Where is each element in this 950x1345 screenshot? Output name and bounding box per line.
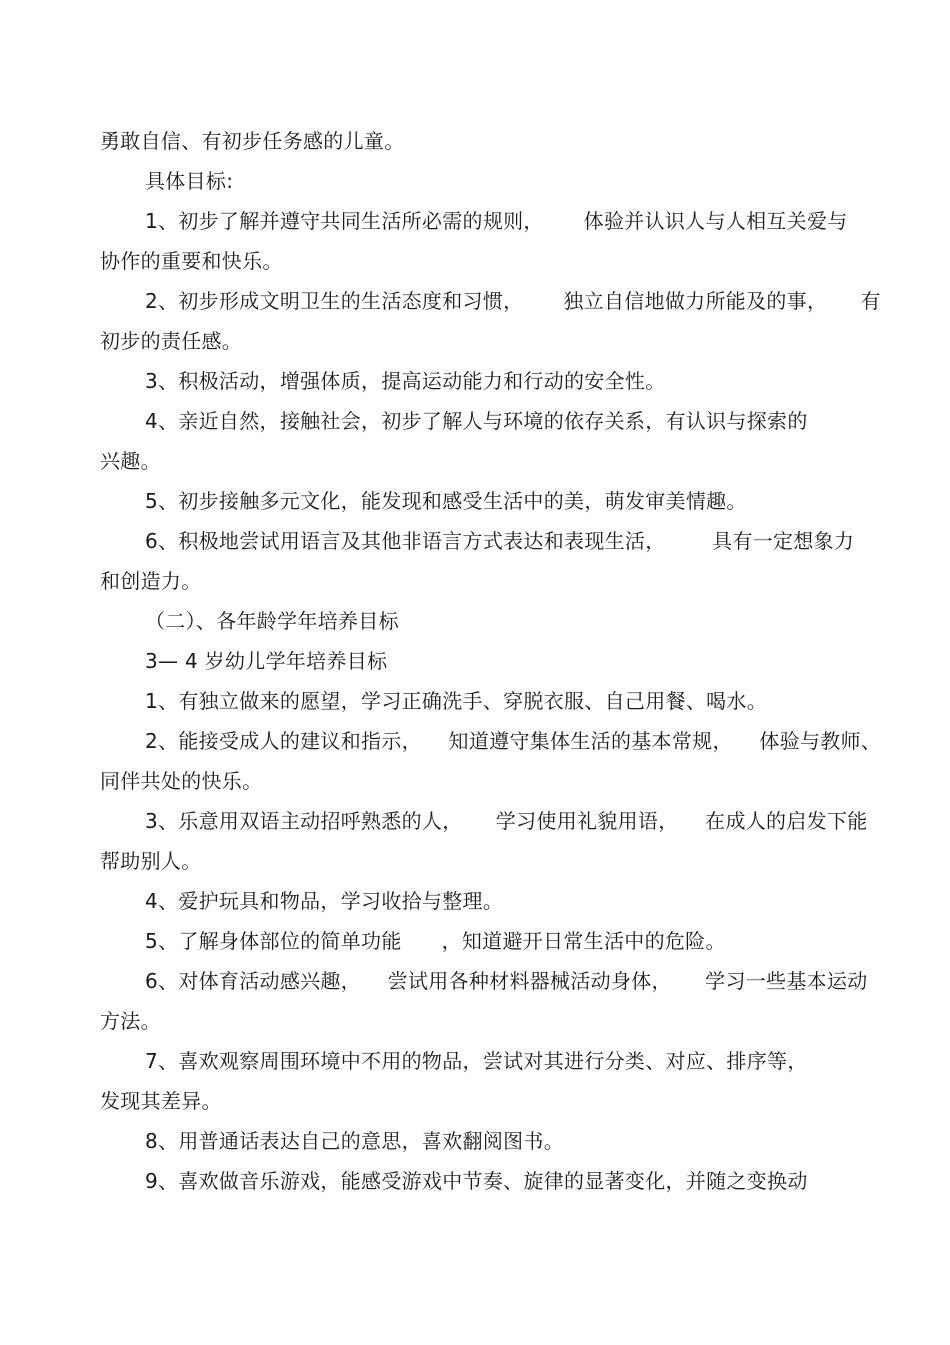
section-heading: （二）、各年龄学年培养目标 <box>145 609 399 633</box>
subsection-heading: 3— 4 岁幼儿学年培养目标 <box>145 649 388 673</box>
text-line: 协作的重要和快乐。 <box>100 249 283 273</box>
text-line: 帮助别人。 <box>100 849 202 873</box>
list-item: 2、能接受成人的建议和指示， 知道遵守集体生活的基本常规， 体验与教师、 <box>145 729 882 753</box>
list-item: 6、对体育活动感兴趣， 尝试用各种材料器械活动身体， 学习一些基本运动 <box>145 969 868 993</box>
list-item: 2、初步形成文明卫生的生活态度和习惯， 独立自信地做力所能及的事， 有 <box>145 289 881 313</box>
section-heading: 具体目标: <box>145 169 234 193</box>
list-item: 8、用普通话表达自己的意思，喜欢翻阅图书。 <box>145 1129 565 1153</box>
list-item: 3、积极活动，增强体质，提高运动能力和行动的安全性。 <box>145 369 666 393</box>
list-item: 1、初步了解并遵守共同生活所必需的规则， 体验并认识人与人相互关爱与 <box>145 209 848 233</box>
list-item: 1、有独立做来的愿望，学习正确洗手、穿脱衣服、自己用餐、喝水。 <box>145 689 768 713</box>
list-item: 9、喜欢做音乐游戏，能感受游戏中节奏、旋律的显著变化，并随之变换动 <box>145 1169 808 1193</box>
text-line: 勇敢自信、有初步任务感的儿童。 <box>100 129 405 153</box>
text-line: 发现其差异。 <box>100 1089 222 1113</box>
list-item: 6、积极地尝试用语言及其他非语言方式表达和表现生活， 具有一定想象力 <box>145 529 855 553</box>
list-item: 4、亲近自然，接触社会，初步了解人与环境的依存关系，有认识与探索的 <box>145 409 808 433</box>
text-line: 兴趣。 <box>100 449 161 473</box>
text-line: 初步的责任感。 <box>100 329 243 353</box>
list-item: 4、爱护玩具和物品，学习收拾与整理。 <box>145 889 504 913</box>
list-item: 3、乐意用双语主动招呼熟悉的人， 学习使用礼貌用语， 在成人的启发下能 <box>145 809 868 833</box>
text-line: 同伴共处的快乐。 <box>100 769 263 793</box>
text-line: 和创造力。 <box>100 569 202 593</box>
text-line: 方法。 <box>100 1009 161 1033</box>
list-item: 5、了解身体部位的简单功能 ，知道避开日常生活中的危险。 <box>145 929 726 953</box>
list-item: 5、初步接触多元文化，能发现和感受生活中的美，萌发审美情趣。 <box>145 489 747 513</box>
list-item: 7、喜欢观察周围环境中不用的物品，尝试对其进行分类、对应、排序等， <box>145 1049 808 1073</box>
